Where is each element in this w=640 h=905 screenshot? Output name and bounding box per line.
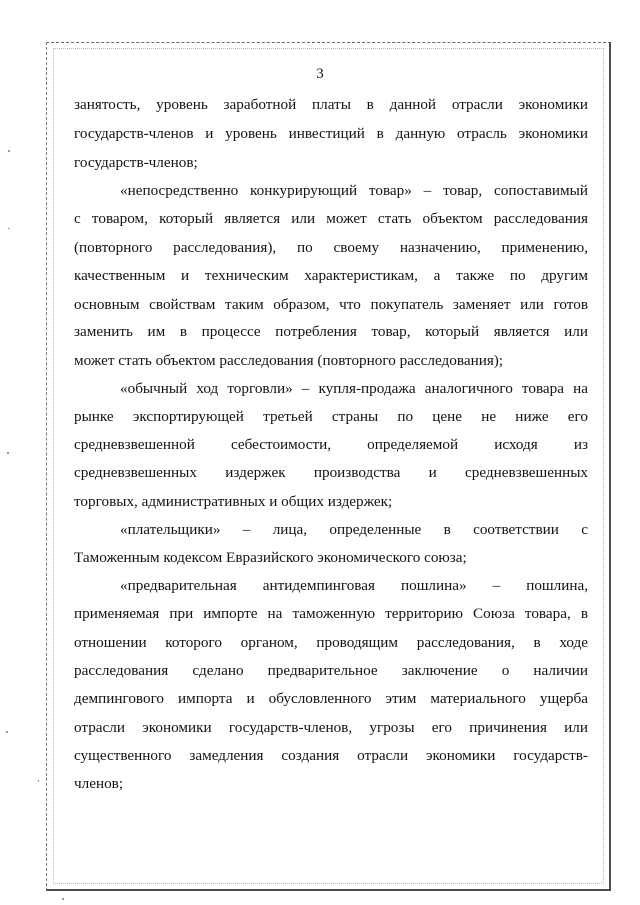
text-line: государств-членов и уровень инвестиций в данную отрасль экономики xyxy=(74,125,588,142)
text-line: отношении которого органом, проводящим расследования, в ходе xyxy=(74,634,588,651)
page-number: 3 xyxy=(316,66,324,82)
text-line: членов; xyxy=(74,775,124,792)
text-line: Таможенным кодексом Евразийского экономического союза; xyxy=(74,549,467,566)
text-line: государств-членов; xyxy=(74,154,198,171)
scan-speck xyxy=(8,150,10,152)
text-line: может стать объектом расследования (повторного расследования); xyxy=(74,352,504,369)
text-line: «обычный ход торговли» – купля-продажа аналогичного товара на xyxy=(120,380,588,397)
text-line: заменить им в процессе потребления товар, который является или xyxy=(74,323,588,340)
scan-speck xyxy=(8,228,10,229)
text-line: отрасли экономики государств-членов, угрозы его причинения или xyxy=(74,719,588,736)
text-line: средневзвешенной себестоимости, определяемой исходя из xyxy=(74,436,588,453)
text-line: применяемая при импорте на таможенную территорию Союза товара, в xyxy=(74,605,588,622)
scan-speck xyxy=(7,452,9,454)
text-line: «предварительная антидемпинговая пошлина» – пошлина, xyxy=(120,577,588,594)
text-line: демпингового импорта и обусловленного этим материального ущерба xyxy=(74,690,588,707)
text-line: занятость, уровень заработной платы в данной отрасли экономики xyxy=(74,96,588,113)
scan-speck xyxy=(38,780,39,782)
text-line: рынке экспортирующей третьей страны по цене не ниже его xyxy=(74,408,588,425)
text-line: качественным и техническим характеристикам, а также по другим xyxy=(74,267,588,284)
text-line: основным свойствам таким образом, что покупатель заменяет или готов xyxy=(74,296,588,313)
text-line: существенного замедления создания отрасли экономики государств- xyxy=(74,747,588,764)
scan-speck xyxy=(62,898,64,900)
text-line: «непосредственно конкурирующий товар» – товар, сопоставимый xyxy=(120,182,588,199)
text-line: торговых, административных и общих издержек; xyxy=(74,493,393,510)
scan-speck xyxy=(6,731,8,733)
text-line: с товаром, который является или может стать объектом расследования xyxy=(74,210,588,227)
text-line: «плательщики» – лица, определенные в соответствии с xyxy=(120,521,588,538)
text-line: средневзвешенных издержек производства и средневзвешенных xyxy=(74,464,588,481)
text-line: (повторного расследования), по своему назначению, применению, xyxy=(74,239,588,256)
text-line: расследования сделано предварительное заключение о наличии xyxy=(74,662,588,679)
